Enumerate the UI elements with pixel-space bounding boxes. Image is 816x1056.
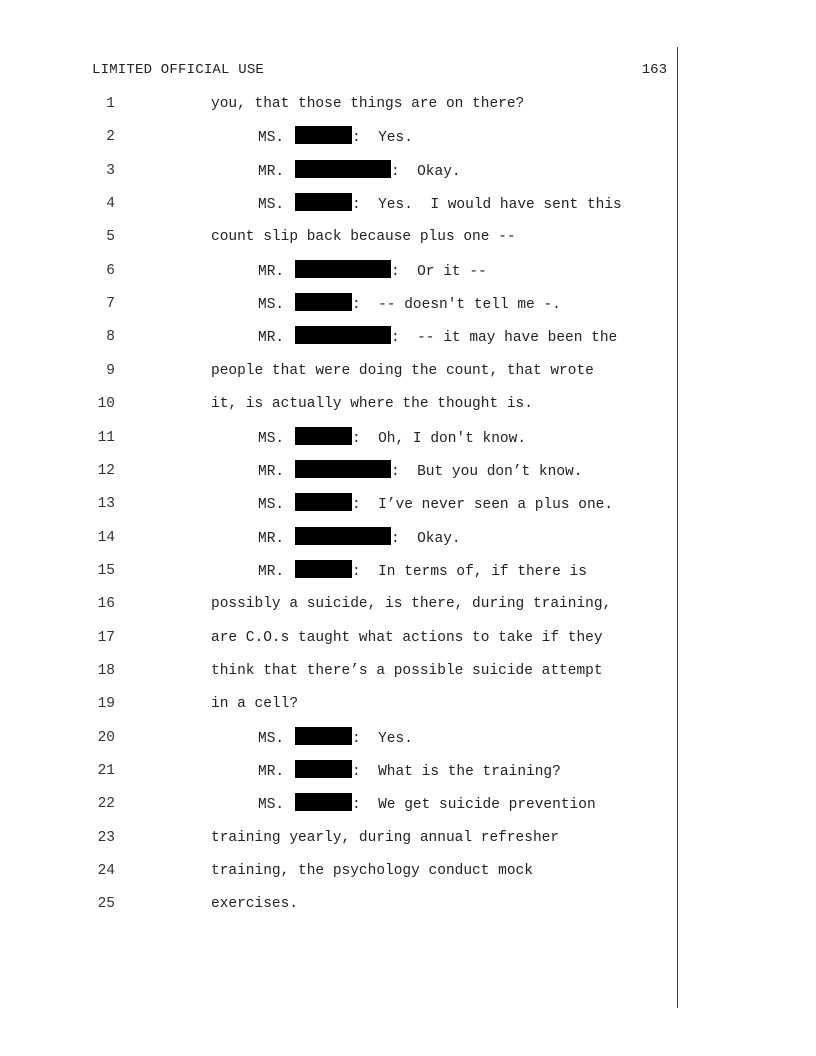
- redaction-bar: [295, 727, 352, 745]
- speaker-line: [258, 193, 622, 216]
- line-number: 18: [97, 662, 115, 679]
- speaker-line: [258, 326, 617, 349]
- speaker-title: MS.: [258, 130, 285, 147]
- speaker-text: : -- it may have been the: [391, 330, 618, 347]
- line-number: 19: [97, 696, 115, 713]
- classification-header: LIMITED OFFICIAL USE: [92, 62, 265, 78]
- transcript-line: [0, 827, 816, 849]
- line-number: 12: [97, 462, 115, 479]
- line-number: 2: [106, 129, 115, 146]
- speaker-text: : Yes. I would have sent this: [352, 197, 622, 214]
- line-number: 8: [106, 329, 115, 346]
- transcript-line: [0, 660, 816, 682]
- speaker-title: MS.: [258, 797, 285, 814]
- speaker-title: MS.: [258, 430, 285, 447]
- speaker-title: MS.: [258, 497, 285, 514]
- line-number: 5: [106, 229, 115, 246]
- redaction-bar: [295, 493, 352, 511]
- speaker-line: [258, 126, 413, 149]
- speaker-title: MR.: [258, 263, 285, 280]
- transcript-line: [0, 627, 816, 649]
- speaker-text: : What is the training?: [352, 764, 561, 780]
- line-number: 9: [106, 362, 115, 379]
- speaker-line: [258, 493, 613, 516]
- line-number: 1: [106, 96, 115, 112]
- line-number: 23: [97, 829, 115, 846]
- redaction-bar: [295, 427, 352, 445]
- speaker-title: MR.: [258, 163, 285, 180]
- transcript-line: [0, 860, 816, 882]
- redaction-bar: [295, 527, 391, 545]
- transcript-line: [0, 893, 816, 915]
- line-number: 7: [106, 296, 115, 313]
- line-number: 3: [106, 162, 115, 179]
- line-text: think that there’s a possible suicide attempt: [211, 662, 603, 679]
- speaker-title: MS.: [258, 297, 285, 314]
- speaker-title: MR.: [258, 463, 285, 480]
- speaker-text: : Oh, I don't know.: [352, 430, 527, 447]
- line-number: 22: [97, 796, 115, 813]
- transcript-line: [0, 160, 816, 182]
- transcript-line: [0, 226, 816, 248]
- line-text: in a cell?: [211, 696, 299, 713]
- line-number: 20: [97, 729, 115, 746]
- transcript-line: [0, 727, 816, 749]
- transcript-line: [0, 760, 816, 782]
- line-number: 11: [97, 429, 115, 446]
- speaker-line: [258, 160, 461, 183]
- redaction-bar: [295, 160, 391, 178]
- transcript-line: [0, 293, 816, 315]
- redaction-bar: [295, 126, 352, 144]
- speaker-text: : Okay.: [391, 530, 461, 547]
- speaker-title: MR.: [258, 764, 285, 780]
- speaker-line: [258, 293, 561, 316]
- line-number: 4: [106, 196, 115, 213]
- speaker-line: [258, 560, 587, 583]
- line-text: count slip back because plus one --: [211, 229, 516, 246]
- speaker-title: MS.: [258, 197, 285, 214]
- speaker-text: : In terms of, if there is: [352, 563, 587, 580]
- speaker-line: [258, 460, 582, 483]
- transcript-line: [0, 593, 816, 615]
- speaker-line: [258, 527, 461, 550]
- transcript-line: [0, 493, 816, 515]
- speaker-text: : We get suicide prevention: [352, 797, 596, 814]
- transcript-line: [0, 393, 816, 415]
- speaker-title: MR.: [258, 330, 285, 347]
- speaker-text: : I’ve never seen a plus one.: [352, 497, 614, 514]
- speaker-line: [258, 760, 561, 783]
- line-text: exercises.: [211, 896, 299, 913]
- line-number: 24: [97, 863, 115, 880]
- redaction-bar: [295, 293, 352, 311]
- redaction-bar: [295, 193, 352, 211]
- redaction-bar: [295, 793, 352, 811]
- line-number: 21: [97, 763, 115, 779]
- transcript-line: [0, 193, 816, 215]
- speaker-title: MR.: [258, 530, 285, 547]
- transcript-line: [0, 326, 816, 348]
- line-number: 13: [97, 496, 115, 513]
- line-text: you, that those things are on there?: [211, 96, 525, 112]
- transcript-line: [0, 460, 816, 482]
- transcript-line: [0, 93, 816, 115]
- line-text: people that were doing the count, that wrote: [211, 362, 594, 379]
- line-text: are C.O.s taught what actions to take if they: [211, 629, 603, 646]
- page-number: 163: [641, 62, 667, 78]
- redaction-bar: [295, 260, 391, 278]
- speaker-text: : Or it --: [391, 263, 487, 280]
- redaction-bar: [295, 326, 391, 344]
- transcript-line: [0, 126, 816, 148]
- line-number: 14: [97, 529, 115, 546]
- line-number: 10: [97, 396, 115, 413]
- speaker-text: : Yes.: [352, 130, 413, 147]
- speaker-title: MS.: [258, 730, 285, 747]
- speaker-title: MR.: [258, 563, 285, 580]
- redaction-bar: [295, 460, 391, 478]
- line-text: it, is actually where the thought is.: [211, 396, 533, 413]
- speaker-line: [258, 727, 413, 750]
- speaker-text: : -- doesn't tell me -.: [352, 297, 561, 314]
- line-text: training, the psychology conduct mock: [211, 863, 533, 880]
- transcript-line: [0, 427, 816, 449]
- redaction-bar: [295, 560, 352, 578]
- line-number: 15: [97, 562, 115, 579]
- line-text: training yearly, during annual refresher: [211, 829, 560, 846]
- speaker-text: : But you don’t know.: [391, 463, 583, 480]
- redaction-bar: [295, 760, 352, 778]
- transcript-line: [0, 693, 816, 715]
- speaker-line: [258, 793, 596, 816]
- speaker-text: : Yes.: [352, 730, 413, 747]
- transcript-line: [0, 527, 816, 549]
- speaker-text: : Okay.: [391, 163, 461, 180]
- line-number: 16: [97, 596, 115, 613]
- transcript-line: [0, 260, 816, 282]
- speaker-line: [258, 427, 526, 450]
- line-text: possibly a suicide, is there, during training,: [211, 596, 612, 613]
- transcript-line: [0, 360, 816, 382]
- transcript-line: [0, 793, 816, 815]
- speaker-line: [258, 260, 487, 283]
- line-number: 17: [97, 629, 115, 646]
- line-number: 25: [97, 896, 115, 913]
- transcript-line: [0, 560, 816, 582]
- line-number: 6: [106, 262, 115, 279]
